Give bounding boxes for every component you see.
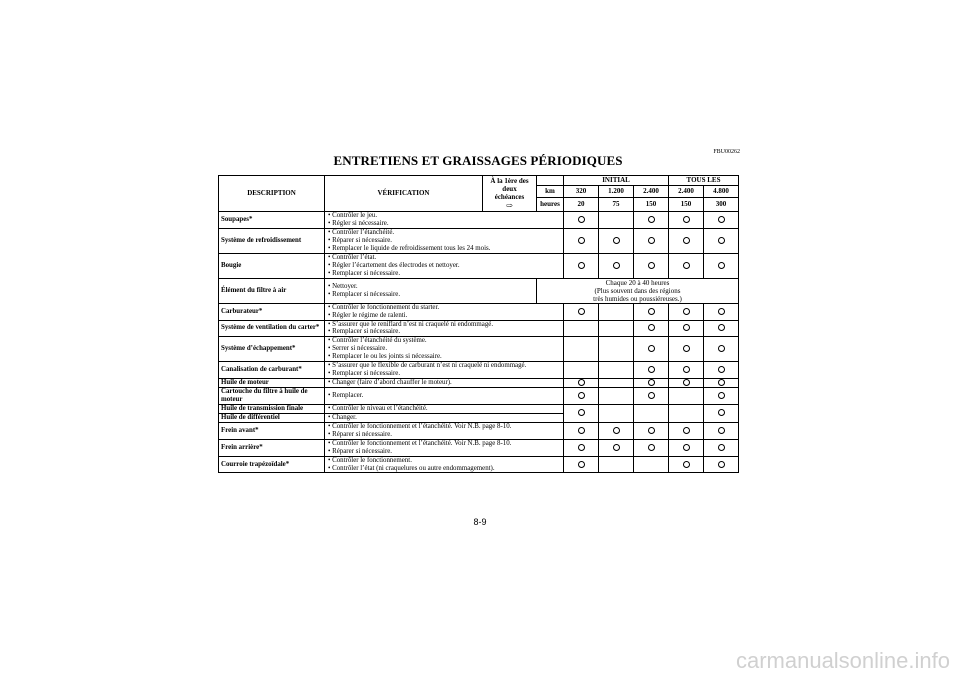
interval-cell [564, 379, 599, 388]
interval-cell [669, 422, 704, 439]
circle-mark-icon [718, 461, 725, 468]
interval-cell [669, 228, 704, 253]
interval-cell [704, 422, 739, 439]
item-checks [325, 439, 564, 456]
header-hours-2: 75 [599, 198, 634, 212]
header-hours-4: 150 [669, 198, 704, 212]
circle-mark-icon [648, 262, 655, 269]
interval-cell [669, 303, 704, 320]
item-name: Huile de moteur [219, 379, 325, 388]
watermark: carmanualsonline.info [735, 648, 950, 673]
interval-cell [669, 253, 704, 278]
circle-mark-icon [718, 427, 725, 434]
item-checks [325, 456, 564, 473]
interval-cell [599, 228, 634, 253]
check-line: • Nettoyer. [328, 282, 358, 290]
item-name: Élément du filtre à air [219, 278, 325, 303]
interval-cell [704, 456, 739, 473]
circle-mark-icon [613, 237, 620, 244]
item-name: Bougie [219, 253, 325, 278]
header-km-1: 320 [564, 186, 599, 198]
interval-cell [564, 303, 599, 320]
table-row [219, 253, 739, 278]
circle-mark-icon [578, 308, 585, 315]
interval-cell [599, 422, 634, 439]
circle-mark-icon [683, 379, 690, 386]
interval-cell [669, 212, 704, 229]
interval-cell [704, 379, 739, 388]
item-checks [325, 303, 564, 320]
interval-cell [704, 212, 739, 229]
interval-cell [704, 253, 739, 278]
header-first-interval [483, 176, 537, 212]
circle-mark-icon [648, 444, 655, 451]
header-km-2: 1.200 [599, 186, 634, 198]
circle-mark-icon [613, 427, 620, 434]
check-line: • Remplacer si nécessaire. [328, 328, 401, 336]
table-body [219, 176, 739, 473]
interval-cell [704, 337, 739, 362]
item-checks [325, 337, 564, 362]
check-line: • Serrer si nécessaire. [328, 345, 388, 353]
header-every: TOUS LES [669, 176, 739, 186]
table-row [219, 379, 739, 388]
table-row [219, 337, 739, 362]
interval-cell [634, 388, 669, 405]
table-row [219, 303, 739, 320]
circle-mark-icon [718, 237, 725, 244]
circle-mark-icon [648, 237, 655, 244]
interval-cell [564, 320, 599, 337]
header-first-line1: À la 1ère des [490, 176, 529, 185]
note-line: très humides ou poussiéreuses.) [593, 294, 682, 303]
interval-cell [704, 388, 739, 405]
interval-cell [634, 456, 669, 473]
interval-cell [599, 404, 634, 422]
interval-cell [634, 337, 669, 362]
check-line: • Remplacer. [328, 392, 364, 400]
interval-cell [634, 422, 669, 439]
circle-mark-icon [578, 379, 585, 386]
circle-mark-icon [648, 366, 655, 373]
interval-cell [669, 320, 704, 337]
interval-cell [599, 379, 634, 388]
item-name: Cartouche du filtre à huile de moteur [219, 388, 325, 405]
item-name: Système de ventilation du carter* [219, 320, 325, 337]
item-checks [325, 320, 564, 337]
circle-mark-icon [683, 216, 690, 223]
circle-mark-icon [613, 444, 620, 451]
header-hours-3: 150 [634, 198, 669, 212]
circle-mark-icon [648, 216, 655, 223]
check-line: • S’assurer que le flexible de carburant n’est ni craquelé ni endommagé. [328, 362, 527, 370]
check-line: • Contrôler l’état. [328, 253, 377, 261]
circle-mark-icon [683, 308, 690, 315]
interval-cell [634, 303, 669, 320]
interval-cell [669, 404, 704, 422]
circle-mark-icon [718, 262, 725, 269]
note-line: Chaque 20 à 40 heures [605, 278, 670, 287]
check-line: • Réparer si nécessaire. [328, 236, 393, 244]
interval-cell [704, 362, 739, 379]
check-line: • Remplacer le ou les joints si nécessaire. [328, 353, 442, 361]
circle-mark-icon [718, 216, 725, 223]
header-hours-5: 300 [704, 198, 739, 212]
table-row [219, 228, 739, 253]
check-line: • Réparer si nécessaire. [328, 430, 393, 438]
circle-mark-icon [718, 345, 725, 352]
circle-mark-icon [683, 237, 690, 244]
interval-cell [599, 388, 634, 405]
interval-cell [564, 404, 599, 422]
interval-cell [599, 253, 634, 278]
table-row [219, 456, 739, 473]
interval-cell [564, 388, 599, 405]
check-line: • Remplacer si nécessaire. [328, 290, 401, 298]
check-line: • Contrôler le fonctionnement et l’étanchéité. Voir N.B. page 8-10. [328, 422, 512, 430]
check-line: • Régler si nécessaire. [328, 219, 389, 227]
circle-mark-icon [718, 379, 725, 386]
interval-cell [669, 388, 704, 405]
circle-mark-icon [578, 262, 585, 269]
circle-mark-icon [578, 216, 585, 223]
interval-cell [564, 228, 599, 253]
item-name: Huile de différentiel [219, 413, 325, 422]
interval-cell [634, 253, 669, 278]
interval-cell [599, 212, 634, 229]
item-checks [325, 278, 537, 303]
page-title: ENTRETIENS ET GRAISSAGES PÉRIODIQUES [333, 153, 623, 168]
header-km-label: km [537, 186, 564, 198]
interval-cell [599, 337, 634, 362]
item-checks [325, 422, 564, 439]
header-description: DESCRIPTION [219, 176, 325, 212]
header-initial: INITIAL [564, 176, 669, 186]
circle-mark-icon [718, 324, 725, 331]
circle-mark-icon [648, 379, 655, 386]
interval-cell [564, 422, 599, 439]
interval-cell [599, 320, 634, 337]
interval-cell [704, 404, 739, 422]
interval-cell [564, 337, 599, 362]
circle-mark-icon [683, 366, 690, 373]
check-line: • Contrôler l’état (ni craquelures ou autre endommagement). [328, 464, 495, 472]
circle-mark-icon [578, 392, 585, 399]
interval-cell [704, 439, 739, 456]
circle-mark-icon [683, 345, 690, 352]
item-checks [325, 228, 564, 253]
circle-mark-icon [683, 324, 690, 331]
circle-mark-icon [648, 345, 655, 352]
interval-cell [669, 439, 704, 456]
item-checks [325, 253, 564, 278]
interval-cell [704, 320, 739, 337]
item-name: Frein arrière* [219, 439, 325, 456]
interval-cell [669, 456, 704, 473]
circle-mark-icon [718, 308, 725, 315]
page-number: 8-9 [473, 517, 487, 527]
item-checks [325, 388, 564, 405]
check-line: • Contrôler l’étanchéité. [328, 228, 395, 236]
check-line: • Remplacer si nécessaire. [328, 370, 401, 378]
item-name: Courroie trapézoïdale* [219, 456, 325, 473]
interval-cell [564, 439, 599, 456]
check-line: • Remplacer le liquide de refroidissement tous les 24 mois. [328, 244, 491, 252]
item-checks [325, 362, 564, 379]
circle-mark-icon [648, 324, 655, 331]
check-line: • S’assurer que le reniflard n’est ni craquelé ni endommagé. [328, 320, 494, 328]
check-line: • Contrôler le fonctionnement et l’étanchéité. Voir N.B. page 8-10. [328, 439, 512, 447]
interval-cell [599, 456, 634, 473]
interval-cell [564, 212, 599, 229]
circle-mark-icon [578, 237, 585, 244]
item-checks [325, 413, 564, 422]
table-row [219, 439, 739, 456]
circle-mark-icon [578, 461, 585, 468]
circle-mark-icon [718, 444, 725, 451]
circle-mark-icon [648, 392, 655, 399]
header-first-line3: échéances [494, 192, 525, 201]
interval-cell [599, 362, 634, 379]
table-row [219, 388, 739, 405]
check-line: • Contrôler le niveau et l’étanchéité. [328, 404, 428, 412]
interval-cell [634, 404, 669, 422]
interval-note [537, 278, 739, 303]
table-row [219, 278, 739, 303]
item-name: Huile de transmission finale [219, 404, 325, 413]
circle-mark-icon [578, 444, 585, 451]
check-line: • Remplacer si nécessaire. [328, 269, 401, 277]
check-line: • Réparer si nécessaire. [328, 447, 393, 455]
item-name: Système de refroidissement [219, 228, 325, 253]
check-line: • Régler le régime de ralenti. [328, 311, 408, 319]
table-row [219, 212, 739, 229]
interval-cell [599, 303, 634, 320]
interval-cell [634, 320, 669, 337]
item-checks [325, 404, 564, 413]
table-row [219, 422, 739, 439]
arrow-right-icon: ⇨ [506, 200, 513, 210]
check-line: • Changer (faire d’abord chauffer le moteur). [328, 379, 452, 387]
item-name: Soupapes* [219, 212, 325, 229]
circle-mark-icon [613, 262, 620, 269]
item-name: Frein avant* [219, 422, 325, 439]
interval-cell [634, 362, 669, 379]
header-km-5: 4.800 [704, 186, 739, 198]
interval-cell [669, 379, 704, 388]
header-hours-label: heures [537, 198, 564, 212]
note-line: (Plus souvent dans des régions [594, 286, 681, 295]
circle-mark-icon [683, 262, 690, 269]
circle-mark-icon [683, 444, 690, 451]
check-line: • Contrôler le jeu. [328, 212, 378, 219]
check-line: • Contrôler l’étanchéité du système. [328, 337, 427, 345]
item-name: Carburateur* [219, 303, 325, 320]
interval-cell [599, 439, 634, 456]
interval-cell [669, 337, 704, 362]
table-row [219, 404, 739, 413]
interval-cell [634, 228, 669, 253]
circle-mark-icon [683, 427, 690, 434]
item-checks [325, 212, 564, 229]
table-row [219, 320, 739, 337]
table-row [219, 362, 739, 379]
check-line: • Régler l’écartement des électrodes et nettoyer. [328, 261, 460, 269]
interval-cell [634, 212, 669, 229]
interval-cell [634, 379, 669, 388]
header-km-4: 2.400 [669, 186, 704, 198]
header-verification: VÉRIFICATION [325, 176, 483, 212]
check-line: • Changer. [328, 413, 357, 421]
circle-mark-icon [718, 366, 725, 373]
circle-mark-icon [648, 427, 655, 434]
document-code: FBU00262 [713, 149, 740, 155]
interval-cell [704, 303, 739, 320]
header-km-3: 2.400 [634, 186, 669, 198]
interval-cell [704, 228, 739, 253]
circle-mark-icon [718, 392, 725, 399]
circle-mark-icon [683, 461, 690, 468]
header-hours-1: 20 [564, 198, 599, 212]
check-line: • Contrôler le fonctionnement du starter. [328, 303, 440, 311]
interval-cell [564, 456, 599, 473]
interval-cell [564, 362, 599, 379]
circle-mark-icon [718, 409, 725, 416]
circle-mark-icon [648, 308, 655, 315]
circle-mark-icon [578, 427, 585, 434]
maintenance-schedule-table [218, 175, 739, 473]
interval-cell [634, 439, 669, 456]
item-name: Canalisation de carburant* [219, 362, 325, 379]
interval-cell [564, 253, 599, 278]
item-name: Système d’échappement* [219, 337, 325, 362]
interval-cell [669, 362, 704, 379]
header-first-line2: deux [502, 184, 517, 193]
check-line: • Contrôler le fonctionnement. [328, 456, 412, 464]
item-checks [325, 379, 564, 388]
circle-mark-icon [578, 409, 585, 416]
